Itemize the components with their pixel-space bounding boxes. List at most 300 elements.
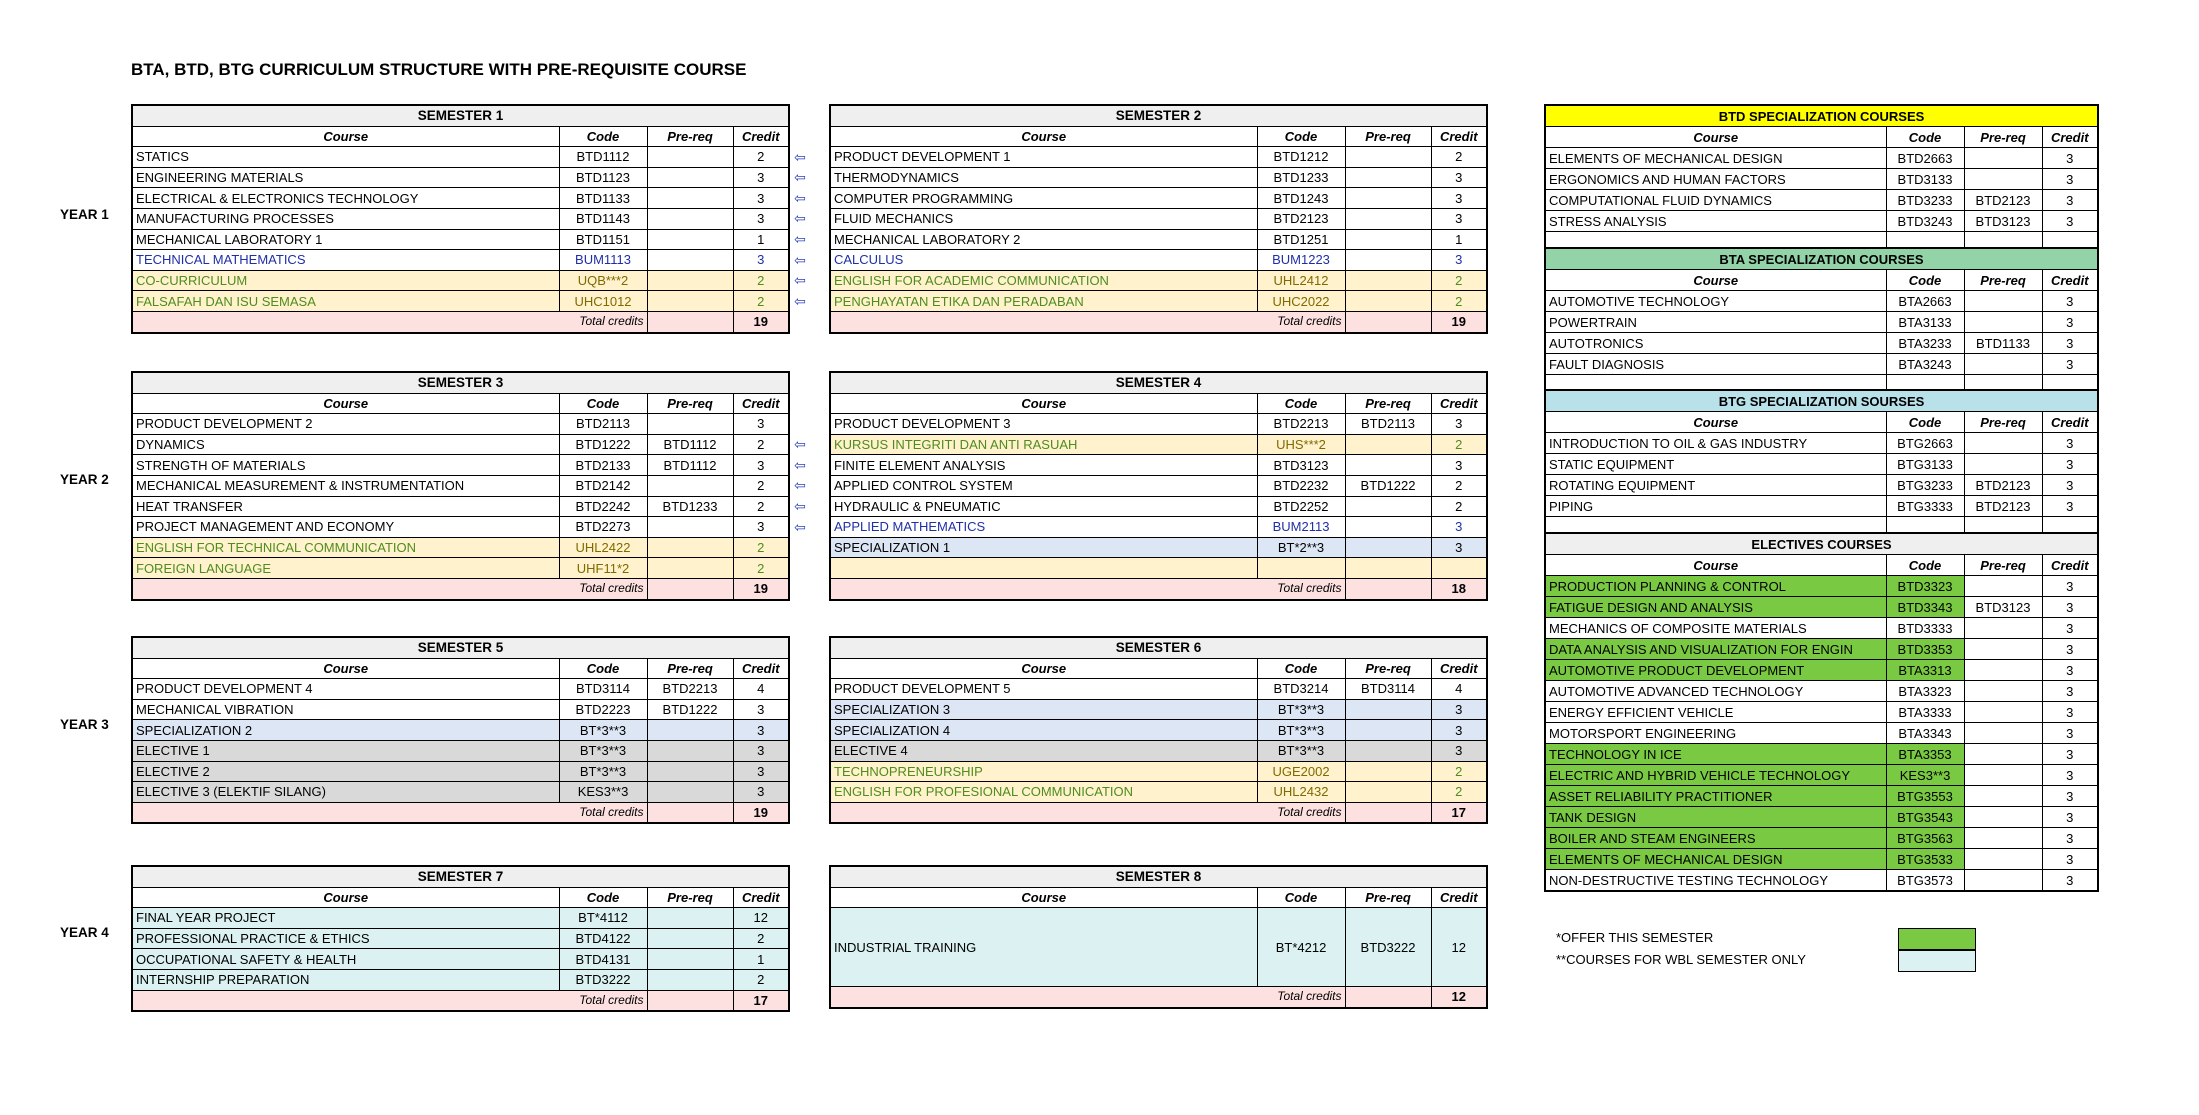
course-credit: 2 bbox=[733, 291, 789, 312]
semester-table-s8 bbox=[829, 865, 1488, 1009]
prereq-arrow-icon: ⇦ bbox=[794, 148, 806, 165]
course-row bbox=[132, 291, 789, 312]
course-name: SPECIALIZATION 3 bbox=[830, 699, 1257, 720]
course-code: BTD3114 bbox=[559, 679, 647, 700]
total-credits-row bbox=[830, 578, 1487, 599]
course-prereq bbox=[1345, 208, 1431, 229]
course-row bbox=[830, 537, 1487, 558]
column-header-course: Course bbox=[830, 126, 1257, 147]
course-prereq bbox=[1964, 148, 2042, 169]
course-credit: 3 bbox=[2042, 744, 2098, 765]
year-1-label: YEAR 1 bbox=[60, 207, 109, 222]
course-prereq bbox=[1345, 517, 1431, 538]
course-name: SPECIALIZATION 1 bbox=[830, 537, 1257, 558]
course-credit: 3 bbox=[2042, 333, 2098, 354]
course-row bbox=[132, 969, 789, 990]
course-credit: 2 bbox=[733, 928, 789, 949]
total-spacer bbox=[647, 802, 733, 823]
column-header-credit: Credit bbox=[733, 393, 789, 414]
column-header-code: Code bbox=[559, 393, 647, 414]
course-row bbox=[830, 496, 1487, 517]
course-code: BT*3**3 bbox=[1257, 740, 1345, 761]
total-value: 17 bbox=[733, 990, 789, 1011]
course-row bbox=[132, 208, 789, 229]
course-row bbox=[830, 720, 1487, 741]
course-code: BT*3**3 bbox=[1257, 720, 1345, 741]
course-code: BTD3243 bbox=[1886, 211, 1964, 232]
column-header-code: Code bbox=[1257, 393, 1345, 414]
course-name: CALCULUS bbox=[830, 250, 1257, 271]
course-name: THERMODYNAMICS bbox=[830, 167, 1257, 188]
course-code: BTA3313 bbox=[1886, 660, 1964, 681]
course-prereq bbox=[1345, 720, 1431, 741]
semester-title: SEMESTER 4 bbox=[830, 372, 1487, 393]
semester-table-s5 bbox=[131, 636, 790, 824]
column-header-credit: Credit bbox=[2042, 127, 2098, 148]
course-prereq bbox=[1964, 681, 2042, 702]
course-code: BTD1251 bbox=[1257, 229, 1345, 250]
course-code: UHL2412 bbox=[1257, 270, 1345, 291]
course-prereq: BTD3114 bbox=[1345, 679, 1431, 700]
course-name: FINITE ELEMENT ANALYSIS bbox=[830, 455, 1257, 476]
prereq-arrow-icon: ⇦ bbox=[794, 477, 806, 494]
course-prereq: BTD3123 bbox=[1964, 597, 2042, 618]
course-name: STRENGTH OF MATERIALS bbox=[132, 455, 559, 476]
course-code: BTD2242 bbox=[559, 496, 647, 517]
course-credit: 3 bbox=[1431, 517, 1487, 538]
course-code: BTD1212 bbox=[1257, 147, 1345, 168]
column-header-credit: Credit bbox=[2042, 555, 2098, 576]
course-row bbox=[830, 208, 1487, 229]
course-name bbox=[830, 558, 1257, 579]
course-prereq bbox=[1345, 147, 1431, 168]
total-value: 19 bbox=[1431, 311, 1487, 332]
course-row bbox=[830, 455, 1487, 476]
course-name: ERGONOMICS AND HUMAN FACTORS bbox=[1545, 169, 1886, 190]
course-prereq bbox=[1964, 576, 2042, 597]
column-header-course: Course bbox=[132, 887, 559, 908]
course-prereq bbox=[647, 167, 733, 188]
course-code: UHL2422 bbox=[559, 537, 647, 558]
course-row bbox=[1545, 849, 2098, 870]
course-credit: 3 bbox=[2042, 312, 2098, 333]
course-name: KURSUS INTEGRITI DAN ANTI RASUAH bbox=[830, 434, 1257, 455]
course-credit: 2 bbox=[733, 434, 789, 455]
course-credit: 2 bbox=[733, 147, 789, 168]
course-credit: 3 bbox=[733, 167, 789, 188]
course-code: BTD1243 bbox=[1257, 188, 1345, 209]
course-row bbox=[132, 455, 789, 476]
course-row bbox=[830, 270, 1487, 291]
course-prereq bbox=[647, 969, 733, 990]
course-row bbox=[1545, 312, 2098, 333]
course-row bbox=[830, 167, 1487, 188]
course-code: BTG3573 bbox=[1886, 870, 1964, 892]
course-prereq bbox=[647, 291, 733, 312]
column-header-code: Code bbox=[559, 887, 647, 908]
course-credit: 3 bbox=[2042, 828, 2098, 849]
column-header-course: Course bbox=[830, 393, 1257, 414]
course-name: ELECTRIC AND HYBRID VEHICLE TECHNOLOGY bbox=[1545, 765, 1886, 786]
course-credit: 3 bbox=[1431, 208, 1487, 229]
course-prereq bbox=[647, 908, 733, 929]
column-header-code: Code bbox=[1257, 887, 1345, 908]
course-prereq bbox=[647, 740, 733, 761]
course-credit: 3 bbox=[1431, 537, 1487, 558]
column-header-course: Course bbox=[1545, 127, 1886, 148]
course-credit: 2 bbox=[733, 475, 789, 496]
course-prereq bbox=[1964, 786, 2042, 807]
course-row bbox=[1545, 211, 2098, 232]
course-name: TECHNICAL MATHEMATICS bbox=[132, 250, 559, 271]
course-row bbox=[830, 291, 1487, 312]
course-name: ENGLISH FOR TECHNICAL COMMUNICATION bbox=[132, 537, 559, 558]
course-prereq bbox=[1345, 761, 1431, 782]
column-header-course: Course bbox=[132, 393, 559, 414]
course-row bbox=[132, 782, 789, 803]
course-credit: 3 bbox=[2042, 190, 2098, 211]
semester-title: SEMESTER 1 bbox=[132, 105, 789, 126]
course-name: FINAL YEAR PROJECT bbox=[132, 908, 559, 929]
total-spacer bbox=[1345, 311, 1431, 332]
course-row bbox=[830, 475, 1487, 496]
legend-offer-swatch bbox=[1898, 928, 1976, 950]
course-prereq: BTD2123 bbox=[1964, 190, 2042, 211]
side-table-bta bbox=[1544, 247, 2099, 397]
course-code: UHC1012 bbox=[559, 291, 647, 312]
course-credit: 12 bbox=[1431, 908, 1487, 987]
course-credit: 3 bbox=[1431, 414, 1487, 435]
course-code: BTA3353 bbox=[1886, 744, 1964, 765]
course-prereq: BTD3222 bbox=[1345, 908, 1431, 987]
course-credit: 3 bbox=[2042, 433, 2098, 454]
course-credit: 3 bbox=[733, 455, 789, 476]
side-table-elec bbox=[1544, 532, 2099, 892]
course-prereq bbox=[1964, 618, 2042, 639]
course-row bbox=[132, 720, 789, 741]
course-code: BTD2123 bbox=[1257, 208, 1345, 229]
course-row bbox=[132, 740, 789, 761]
course-row bbox=[1545, 639, 2098, 660]
semester-table-s6 bbox=[829, 636, 1488, 824]
course-row bbox=[1545, 744, 2098, 765]
course-code: BT*3**3 bbox=[559, 720, 647, 741]
course-prereq bbox=[1964, 828, 2042, 849]
course-row bbox=[1545, 828, 2098, 849]
course-credit: 2 bbox=[733, 496, 789, 517]
course-prereq bbox=[647, 208, 733, 229]
course-credit: 3 bbox=[2042, 496, 2098, 517]
column-header-course: Course bbox=[830, 887, 1257, 908]
prereq-arrow-icon: ⇦ bbox=[794, 436, 806, 453]
course-prereq: BTD3123 bbox=[1964, 211, 2042, 232]
course-credit: 3 bbox=[733, 740, 789, 761]
column-header-credit: Credit bbox=[2042, 270, 2098, 291]
course-credit: 3 bbox=[1431, 720, 1487, 741]
course-name: COMPUTER PROGRAMMING bbox=[830, 188, 1257, 209]
semester-title: SEMESTER 2 bbox=[830, 105, 1487, 126]
course-prereq bbox=[647, 229, 733, 250]
total-spacer bbox=[1345, 802, 1431, 823]
course-code: BTD2232 bbox=[1257, 475, 1345, 496]
course-prereq bbox=[647, 949, 733, 970]
course-row bbox=[132, 699, 789, 720]
course-row bbox=[132, 537, 789, 558]
course-credit: 3 bbox=[2042, 618, 2098, 639]
course-name: FALSAFAH DAN ISU SEMASA bbox=[132, 291, 559, 312]
semester-title: SEMESTER 7 bbox=[132, 866, 789, 887]
course-prereq: BTD1133 bbox=[1964, 333, 2042, 354]
course-code: BTD3222 bbox=[559, 969, 647, 990]
course-credit: 4 bbox=[733, 679, 789, 700]
course-credit: 2 bbox=[733, 537, 789, 558]
column-header-credit: Credit bbox=[1431, 126, 1487, 147]
year-4-label: YEAR 4 bbox=[60, 925, 109, 940]
course-prereq bbox=[1964, 723, 2042, 744]
course-prereq bbox=[647, 761, 733, 782]
course-credit: 3 bbox=[733, 188, 789, 209]
course-credit: 3 bbox=[1431, 455, 1487, 476]
course-name: STATICS bbox=[132, 147, 559, 168]
course-name: MECHANICAL LABORATORY 1 bbox=[132, 229, 559, 250]
course-row bbox=[132, 270, 789, 291]
column-header-credit: Credit bbox=[1431, 393, 1487, 414]
prereq-arrow-icon: ⇦ bbox=[794, 231, 806, 247]
semester-table-s7 bbox=[131, 865, 790, 1012]
course-code: BTG3563 bbox=[1886, 828, 1964, 849]
column-header-prereq: Pre-req bbox=[647, 393, 733, 414]
course-credit: 2 bbox=[1431, 761, 1487, 782]
total-spacer bbox=[1345, 987, 1431, 1008]
course-code: BTD3323 bbox=[1886, 576, 1964, 597]
course-row bbox=[132, 679, 789, 700]
course-prereq bbox=[1964, 870, 2042, 892]
course-name: PRODUCT DEVELOPMENT 5 bbox=[830, 679, 1257, 700]
course-row bbox=[132, 250, 789, 271]
course-code: BTD3123 bbox=[1257, 455, 1345, 476]
course-prereq bbox=[647, 475, 733, 496]
course-prereq bbox=[1964, 765, 2042, 786]
course-prereq bbox=[1345, 558, 1431, 579]
course-row bbox=[1545, 807, 2098, 828]
side-table-btd bbox=[1544, 104, 2099, 254]
course-code: BTD1133 bbox=[559, 188, 647, 209]
course-code: BT*3**3 bbox=[559, 740, 647, 761]
course-code: BTD2142 bbox=[559, 475, 647, 496]
course-row bbox=[1545, 496, 2098, 517]
course-name: PIPING bbox=[1545, 496, 1886, 517]
total-label: Total credits bbox=[132, 578, 647, 599]
year-2-label: YEAR 2 bbox=[60, 472, 109, 487]
total-label: Total credits bbox=[132, 990, 647, 1011]
course-prereq bbox=[1345, 434, 1431, 455]
course-name: ELECTIVE 1 bbox=[132, 740, 559, 761]
course-prereq bbox=[1964, 702, 2042, 723]
legend-wbl-text: **COURSES FOR WBL SEMESTER ONLY bbox=[1556, 952, 1806, 967]
course-credit: 3 bbox=[1431, 740, 1487, 761]
course-code: BTA2663 bbox=[1886, 291, 1964, 312]
course-prereq bbox=[1964, 639, 2042, 660]
course-code: BTG3543 bbox=[1886, 807, 1964, 828]
course-name: NON-DESTRUCTIVE TESTING TECHNOLOGY bbox=[1545, 870, 1886, 892]
year-3-label: YEAR 3 bbox=[60, 717, 109, 732]
course-name: FAULT DIAGNOSIS bbox=[1545, 354, 1886, 375]
course-code: UHS***2 bbox=[1257, 434, 1345, 455]
course-code: BT*3**3 bbox=[559, 761, 647, 782]
course-credit: 2 bbox=[1431, 147, 1487, 168]
course-prereq bbox=[647, 188, 733, 209]
column-header-prereq: Pre-req bbox=[647, 126, 733, 147]
course-name: ROTATING EQUIPMENT bbox=[1545, 475, 1886, 496]
column-header-code: Code bbox=[1886, 270, 1964, 291]
course-credit: 1 bbox=[1431, 229, 1487, 250]
total-spacer bbox=[1345, 578, 1431, 599]
column-header-course: Course bbox=[830, 658, 1257, 679]
course-prereq bbox=[647, 928, 733, 949]
course-name: FLUID MECHANICS bbox=[830, 208, 1257, 229]
course-name: APPLIED MATHEMATICS bbox=[830, 517, 1257, 538]
course-row bbox=[132, 928, 789, 949]
course-prereq bbox=[1964, 433, 2042, 454]
total-value: 12 bbox=[1431, 987, 1487, 1008]
course-prereq bbox=[1345, 496, 1431, 517]
course-row bbox=[132, 229, 789, 250]
course-name: MECHANICS OF COMPOSITE MATERIALS bbox=[1545, 618, 1886, 639]
course-row bbox=[132, 517, 789, 538]
course-row bbox=[1545, 786, 2098, 807]
course-credit: 2 bbox=[1431, 291, 1487, 312]
course-prereq bbox=[647, 558, 733, 579]
course-prereq bbox=[1345, 699, 1431, 720]
column-header-prereq: Pre-req bbox=[1345, 393, 1431, 414]
semester-title: SEMESTER 8 bbox=[830, 866, 1487, 887]
prereq-arrow-icon: ⇦ bbox=[794, 456, 806, 473]
column-header-code: Code bbox=[1886, 555, 1964, 576]
course-credit: 3 bbox=[1431, 250, 1487, 271]
course-name: ELECTIVE 4 bbox=[830, 740, 1257, 761]
course-code: BUM2113 bbox=[1257, 517, 1345, 538]
course-credit: 2 bbox=[1431, 782, 1487, 803]
course-prereq: BTD2113 bbox=[1345, 414, 1431, 435]
course-code: BTG3133 bbox=[1886, 454, 1964, 475]
column-header-prereq: Pre-req bbox=[1345, 887, 1431, 908]
column-header-credit: Credit bbox=[733, 887, 789, 908]
course-row bbox=[1545, 433, 2098, 454]
course-name: PRODUCT DEVELOPMENT 2 bbox=[132, 414, 559, 435]
semester-table-s4 bbox=[829, 371, 1488, 601]
prereq-arrow-icon: ⇦ bbox=[794, 210, 806, 227]
column-header-credit: Credit bbox=[733, 126, 789, 147]
course-row bbox=[1545, 681, 2098, 702]
course-name: SPECIALIZATION 4 bbox=[830, 720, 1257, 741]
course-row bbox=[1545, 475, 2098, 496]
course-credit: 3 bbox=[733, 699, 789, 720]
course-name: AUTOMOTIVE PRODUCT DEVELOPMENT bbox=[1545, 660, 1886, 681]
course-code: UHL2432 bbox=[1257, 782, 1345, 803]
course-code: BTD2223 bbox=[559, 699, 647, 720]
course-name: MECHANICAL MEASUREMENT & INSTRUMENTATION bbox=[132, 475, 559, 496]
course-row bbox=[132, 414, 789, 435]
course-credit: 3 bbox=[2042, 148, 2098, 169]
course-credit: 3 bbox=[2042, 576, 2098, 597]
total-value: 19 bbox=[733, 311, 789, 332]
legend-wbl-swatch bbox=[1898, 950, 1976, 972]
course-row bbox=[1545, 190, 2098, 211]
course-code: BTD4131 bbox=[559, 949, 647, 970]
column-header-prereq: Pre-req bbox=[1345, 658, 1431, 679]
course-code: BTD3214 bbox=[1257, 679, 1345, 700]
course-code: BTA3343 bbox=[1886, 723, 1964, 744]
course-code: BTD2273 bbox=[559, 517, 647, 538]
course-code: BTA3243 bbox=[1886, 354, 1964, 375]
course-prereq: BTD2213 bbox=[647, 679, 733, 700]
course-credit bbox=[1431, 558, 1487, 579]
course-code: BTD1151 bbox=[559, 229, 647, 250]
course-code: UHC2022 bbox=[1257, 291, 1345, 312]
course-credit: 2 bbox=[1431, 496, 1487, 517]
course-name: SPECIALIZATION 2 bbox=[132, 720, 559, 741]
course-name: MOTORSPORT ENGINEERING bbox=[1545, 723, 1886, 744]
course-credit: 3 bbox=[1431, 188, 1487, 209]
course-prereq: BTD1112 bbox=[647, 434, 733, 455]
course-credit: 3 bbox=[2042, 597, 2098, 618]
course-credit: 2 bbox=[1431, 270, 1487, 291]
total-value: 18 bbox=[1431, 578, 1487, 599]
course-credit: 3 bbox=[2042, 765, 2098, 786]
course-name: MECHANICAL LABORATORY 2 bbox=[830, 229, 1257, 250]
course-code: BTD2252 bbox=[1257, 496, 1345, 517]
total-label: Total credits bbox=[132, 311, 647, 332]
column-header-prereq: Pre-req bbox=[1964, 555, 2042, 576]
course-row bbox=[830, 229, 1487, 250]
course-code: UHF11*2 bbox=[559, 558, 647, 579]
semester-title: SEMESTER 5 bbox=[132, 637, 789, 658]
course-code: BTD1123 bbox=[559, 167, 647, 188]
course-code: KES3**3 bbox=[1886, 765, 1964, 786]
course-credit: 3 bbox=[733, 414, 789, 435]
course-name: AUTOTRONICS bbox=[1545, 333, 1886, 354]
total-label: Total credits bbox=[830, 802, 1345, 823]
column-header-code: Code bbox=[559, 658, 647, 679]
course-code: BT*4212 bbox=[1257, 908, 1345, 987]
course-credit: 3 bbox=[2042, 786, 2098, 807]
course-prereq bbox=[647, 517, 733, 538]
column-header-prereq: Pre-req bbox=[1964, 412, 2042, 433]
course-prereq bbox=[647, 782, 733, 803]
course-code: BTG3553 bbox=[1886, 786, 1964, 807]
page-title: BTA, BTD, BTG CURRICULUM STRUCTURE WITH PRE-REQUISITE COURSE bbox=[131, 60, 747, 79]
column-header-prereq: Pre-req bbox=[647, 658, 733, 679]
semester-table-s2 bbox=[829, 104, 1488, 334]
course-credit: 3 bbox=[733, 720, 789, 741]
course-name: PROFESSIONAL PRACTICE & ETHICS bbox=[132, 928, 559, 949]
course-row bbox=[830, 740, 1487, 761]
semester-title: SEMESTER 6 bbox=[830, 637, 1487, 658]
course-code: BTG3533 bbox=[1886, 849, 1964, 870]
course-code: BT*2**3 bbox=[1257, 537, 1345, 558]
course-name: ELECTRICAL & ELECTRONICS TECHNOLOGY bbox=[132, 188, 559, 209]
course-row bbox=[132, 761, 789, 782]
course-code: BTA3133 bbox=[1886, 312, 1964, 333]
course-name: PRODUCT DEVELOPMENT 1 bbox=[830, 147, 1257, 168]
course-prereq bbox=[1964, 849, 2042, 870]
course-code: BTD2133 bbox=[559, 455, 647, 476]
column-header-course: Course bbox=[1545, 555, 1886, 576]
course-prereq bbox=[647, 537, 733, 558]
course-row bbox=[830, 434, 1487, 455]
course-credit: 3 bbox=[2042, 807, 2098, 828]
course-credit: 2 bbox=[733, 969, 789, 990]
